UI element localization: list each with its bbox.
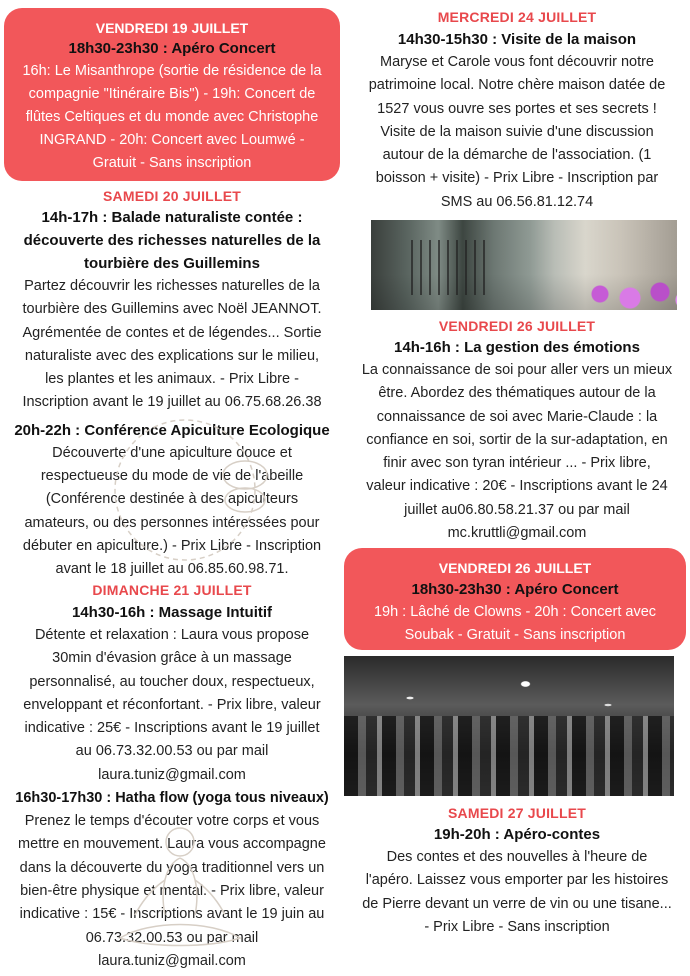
event-description: Des contes et des nouvelles à l'heure de l'apéro. Laissez vous emporter par les histoires de Pierre devant un verre de vin ou une tisane... - Prix Libre - Sans inscription [362, 849, 672, 935]
event-title: 14h30-15h30 : Visite de la maison [397, 31, 637, 48]
event-description: La connaissance de soi pour aller vers un mieux être. Abordez des thématiques autour de la connaissance de soi avec Marie-Claude : la confiance en soi, sortir de la sur-adaptation, en finir avec son tyran intérieur ... - Prix libre, valeur indicative : 20€ - Inscriptions avant le 24 juillet au06.80.58.21.37 ou par mail mc.kruttli@gmail.com [361, 362, 673, 542]
event-title-2: 16h30-17h30 : Hatha flow (yoga tous niveaux) [15, 790, 329, 807]
event-description: Détente et relaxation : Laura vous propose 30min d'évasion grâce à un massage personnalisé, au toucher doux, respectueux, enveloppant et réconfortant. - Prix libre, valeur indicative : 25€ - Inscriptions avant le 19 juillet au 06.73.32.00.53 ou par mail laura.tuniz@gmail.com [23, 627, 321, 783]
event-date: VENDREDI 26 JUILLET [438, 318, 596, 334]
event-title: 18h30-23h30 : Apéro Concert [411, 581, 619, 598]
event-description-2: Découverte d'une apiculture douce et respectueuse du mode de vie de l'abeille (Conférence destinée à des apiculteurs amateurs, ou des personnes intéressées pour débuter en apiculture.) - Prix Libre - Inscription avant le 18 juillet au 06.85.60.98.71. [22, 444, 322, 578]
event-wed-24 [344, 8, 690, 214]
event-date: DIMANCHE 21 JUILLET [92, 582, 252, 598]
event-description-2: Prenez le temps d'écouter votre corps et vous mettre en mouvement. Laura vous accompagne dans la découverte du yoga traditionnel vers un bien-être physique et mental. - Prix libre, valeur indicative : 15€ - Inscriptions avant le 19 juin au 06.73.32.00.53 ou par mail laura.tuniz@gmail.com [18, 813, 326, 969]
event-sun-21 [0, 581, 344, 973]
house-photo [371, 220, 677, 310]
event-title: 19h-20h : Apéro-contes [433, 826, 601, 843]
event-sat-27 [344, 803, 690, 939]
event-fri-26-afternoon [344, 316, 690, 545]
event-date: MERCREDI 24 JUILLET [437, 9, 597, 25]
event-date: VENDREDI 26 JUILLET [438, 560, 592, 576]
event-date: SAMEDI 27 JUILLET [448, 805, 586, 821]
event-date: VENDREDI 19 JUILLET [95, 20, 249, 36]
concert-crowd-photo [344, 656, 674, 796]
event-title-2: 20h-22h : Conférence Apiculture Ecologique [14, 421, 330, 439]
event-title: 18h30-23h30 : Apéro Concert [68, 40, 276, 57]
event-title: 14h-17h : Balade naturaliste contée : découverte des richesses naturelles de la tourbière des Guillemins [23, 209, 321, 272]
event-title: 14h30-16h : Massage Intuitif [71, 604, 273, 621]
event-card-fri-19 [4, 8, 340, 181]
event-sat-20 [0, 186, 344, 582]
event-date: SAMEDI 20 JUILLET [103, 188, 241, 204]
event-description: Maryse et Carole vous font découvrir notre patrimoine local. Notre chère maison datée de 1527 vous ouvre ses portes et ses secrets ! Visite de la maison suivie d'une discussion autour de la démarche de l'association. (1 boisson + visite) - Prix Libre - Inscription par SMS au 06.56.81.12.74 [368, 54, 666, 210]
event-title: 14h-16h : La gestion des émotions [394, 339, 640, 356]
event-description: 19h : Lâché de Clowns - 20h : Concert avec Soubak - Gratuit - Sans inscription [373, 604, 657, 644]
event-card-fri-26-evening [344, 548, 686, 650]
event-description: 16h: Le Misanthrope (sortie de résidence de la compagnie "Itinéraire Bis") - 19h: Concert de flûtes Celtiques et du monde avec Christophe INGRAND - 20h: Concert avec Loumwé - Gratuit - Sans inscription [22, 63, 322, 171]
event-description: Partez découvrir les richesses naturelles de la tourbière des Guillemins avec Noël JEANNOT. Agrémentée de contes et de légendes... Sortie naturaliste avec des explications sur le milieu, les plantes et les animaux. - Prix Libre - Inscription avant le 19 juillet au 06.75.68.26.38 [22, 278, 322, 411]
